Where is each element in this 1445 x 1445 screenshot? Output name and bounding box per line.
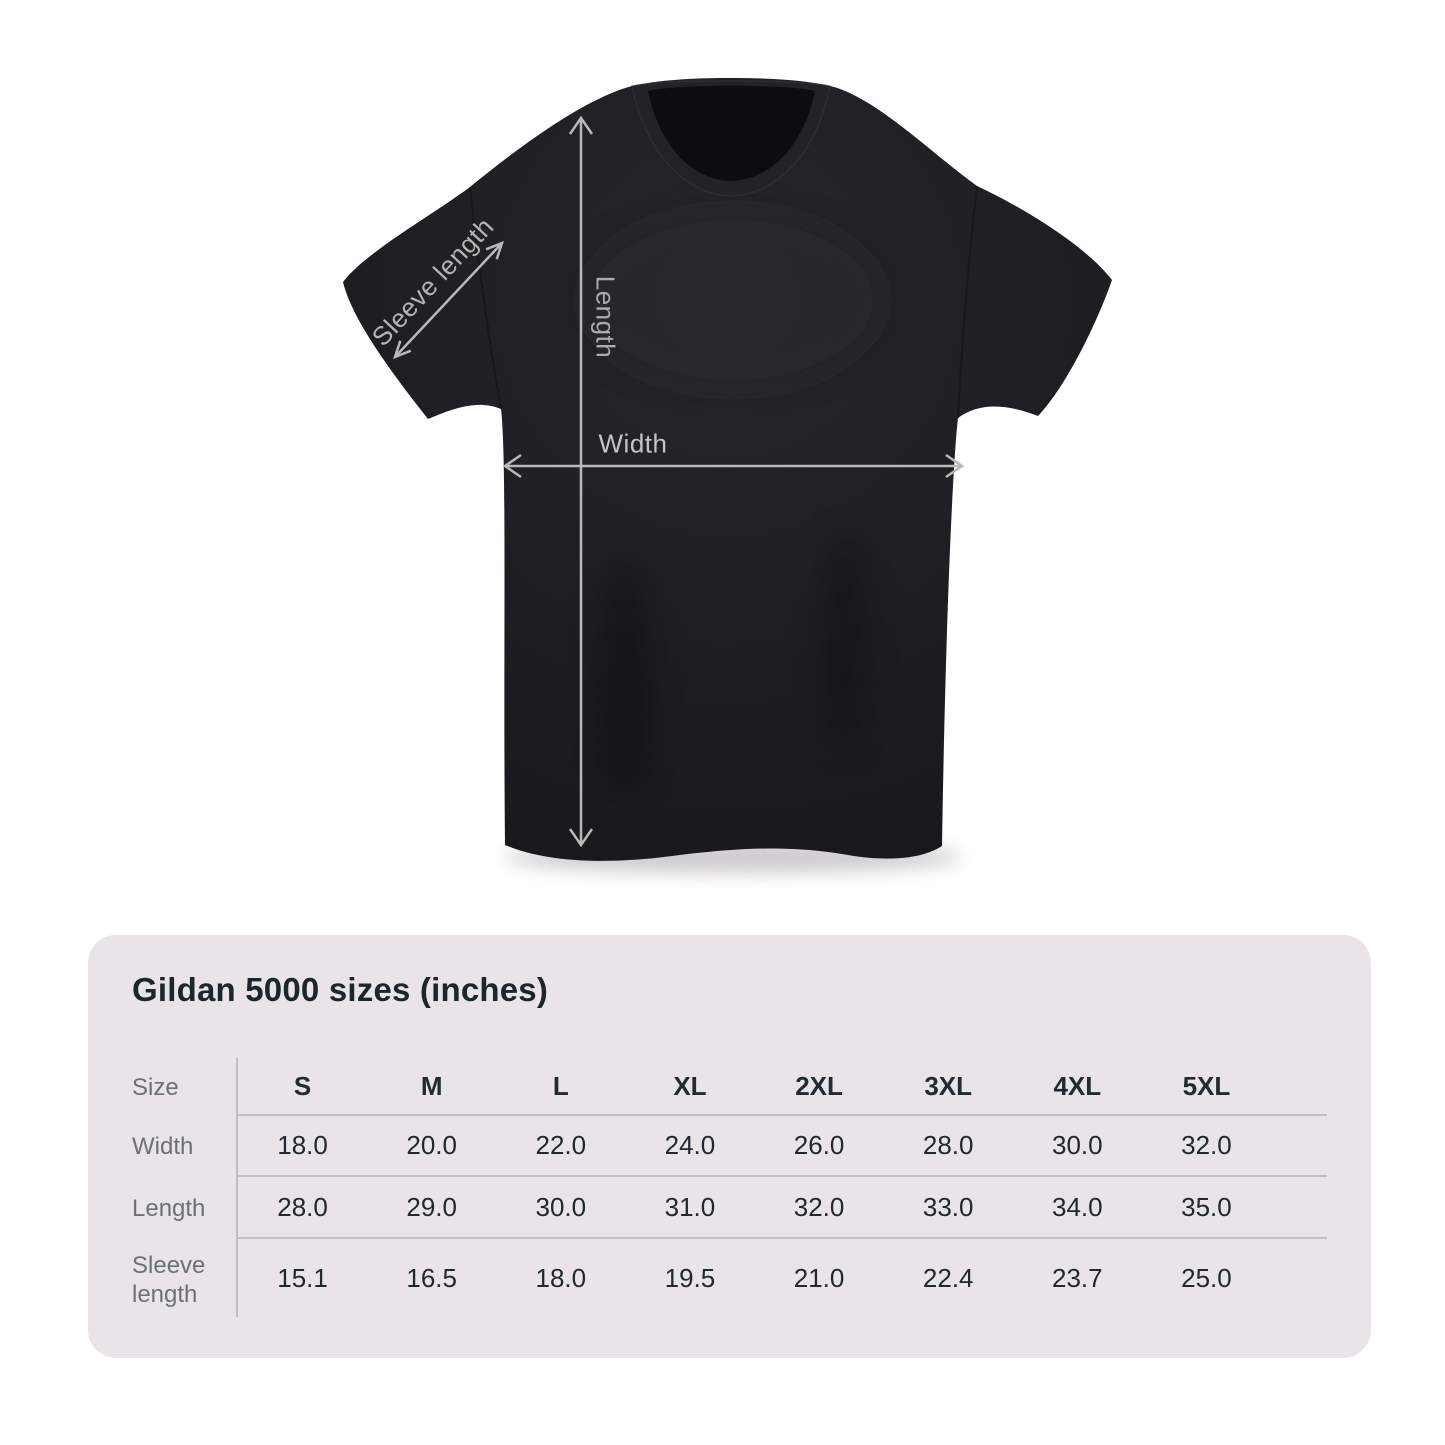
length-value: 28.0	[277, 1191, 328, 1222]
length-value: 29.0	[406, 1191, 457, 1222]
width-value: 20.0	[406, 1130, 457, 1160]
size-header-row	[238, 1058, 1327, 1116]
width-label: Width	[598, 428, 668, 459]
length-value: 35.0	[1181, 1191, 1232, 1222]
size-header: S	[293, 1070, 312, 1101]
row-label-sleeve-length: Sleeve length	[132, 1252, 206, 1308]
size-header: XL	[673, 1070, 707, 1101]
sleeve-length-value: 19.5	[664, 1262, 716, 1293]
width-value: 30.0	[1052, 1130, 1103, 1160]
length-value: 31.0	[664, 1191, 716, 1222]
size-header: 3XL	[924, 1070, 973, 1101]
length-label: Length	[590, 275, 621, 359]
size-table-values	[236, 1058, 1327, 1317]
length-value: 33.0	[922, 1191, 974, 1222]
length-value: 32.0	[793, 1191, 845, 1222]
sleeve-length-values-row	[238, 1239, 1327, 1317]
width-value: 18.0	[277, 1130, 328, 1160]
sleeve-length-label: Sleeve length	[365, 211, 500, 352]
sleeve-length-value: 22.4	[922, 1262, 974, 1293]
row-label-width: Width	[132, 1133, 194, 1160]
length-values-row	[238, 1177, 1327, 1239]
sleeve-length-value: 16.5	[406, 1262, 457, 1293]
sleeve-length-value: 18.0	[535, 1262, 587, 1293]
width-value: 22.0	[535, 1130, 587, 1160]
size-header: L	[552, 1070, 569, 1101]
sleeve-length-value: 25.0	[1181, 1262, 1232, 1293]
width-value: 28.0	[922, 1130, 974, 1160]
width-values-row	[238, 1116, 1327, 1177]
size-table	[132, 1058, 1327, 1317]
width-value: 24.0	[664, 1130, 716, 1160]
size-header: 4XL	[1053, 1070, 1102, 1101]
sleeve-length-value: 15.1	[277, 1262, 328, 1293]
sleeve-length-value: 21.0	[793, 1262, 845, 1293]
row-label-length: Length	[132, 1194, 206, 1222]
size-chart-card	[88, 935, 1371, 1358]
corner-label: Size	[132, 1073, 179, 1101]
size-table-row-labels	[132, 1058, 236, 1317]
size-header: 5XL	[1182, 1070, 1231, 1101]
width-value: 26.0	[793, 1130, 845, 1160]
width-value: 32.0	[1181, 1130, 1232, 1160]
size-chart-title: Gildan 5000 sizes (inches)	[132, 971, 549, 1008]
size-header: 2XL	[795, 1070, 843, 1101]
length-value: 30.0	[535, 1191, 587, 1222]
sleeve-length-value: 23.7	[1052, 1262, 1103, 1293]
length-value: 34.0	[1052, 1191, 1103, 1222]
size-header: M	[420, 1070, 443, 1101]
